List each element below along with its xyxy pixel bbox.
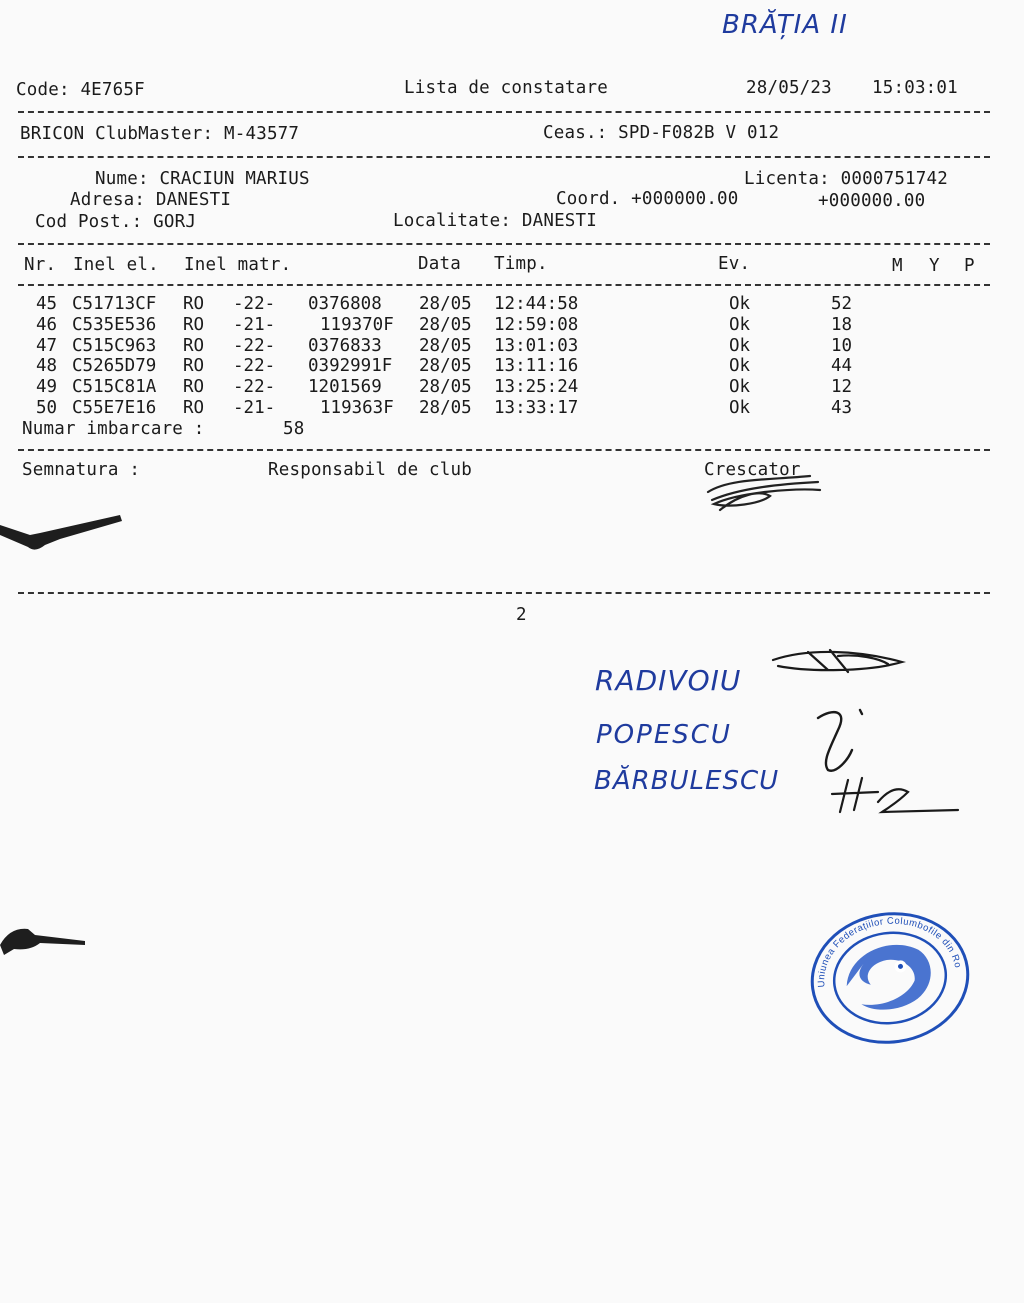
cell-nr: 48: [36, 356, 58, 376]
cell-matr: 0392991F: [308, 356, 393, 376]
postcode-field: [35, 212, 196, 232]
col-p: P: [964, 256, 975, 276]
cell-matr: 119370F: [320, 315, 394, 335]
print-date: 28/05/23: [746, 78, 832, 98]
cell-inel-el: C55E7E16: [72, 398, 157, 418]
address-value: DANESTI: [155, 190, 232, 210]
cell-year: -21-: [233, 315, 276, 335]
cell-timp: 13:11:16: [494, 356, 579, 376]
signature-label: Semnatura :: [22, 460, 141, 480]
clock-label: Ceas.:: [543, 123, 608, 143]
cell-timp: 13:25:24: [494, 377, 579, 397]
cell-data: 28/05: [419, 336, 472, 356]
postcode-label: Cod Post.:: [35, 212, 143, 232]
clock-value: SPD-F082B V 012: [618, 123, 780, 143]
total-value: 58: [283, 419, 305, 439]
locality-value: DANESTI: [521, 211, 598, 231]
cell-timp: 12:44:58: [494, 294, 579, 314]
page-number: 2: [516, 605, 527, 625]
table-row: [0, 294, 1000, 314]
cell-country: RO: [183, 398, 205, 418]
coordinates-field: [556, 189, 739, 209]
cell-year: -22-: [233, 294, 276, 314]
cell-country: RO: [183, 294, 205, 314]
owner-name-field: [95, 169, 310, 189]
club-field: [20, 124, 299, 144]
table-row: [0, 377, 1000, 397]
coord-label: Coord.: [556, 189, 621, 209]
divider: [18, 284, 990, 286]
col-inel-matr: Inel matr.: [184, 255, 292, 275]
col-y: Y: [929, 256, 940, 276]
licence-field: [744, 169, 948, 189]
total-label: Numar imbarcare :: [22, 419, 205, 439]
cell-timp: 12:59:08: [494, 315, 579, 335]
cell-ev: Ok: [729, 377, 751, 397]
locality-field: [393, 211, 597, 231]
cell-nr: 50: [36, 398, 58, 418]
stamp-text: Uniunea Federațiilor Columbofile din România · Filiala Gorj: [791, 911, 964, 988]
table-row: [0, 356, 1000, 376]
cell-matr: 1201569: [308, 377, 382, 397]
cell-year: -22-: [233, 377, 276, 397]
cell-extra: 12: [831, 377, 853, 397]
col-m: M: [892, 256, 903, 276]
code-label: Code:: [16, 80, 70, 100]
table-row: [0, 398, 1000, 418]
cell-inel-el: C535E536: [72, 315, 157, 335]
divider: [18, 111, 990, 113]
signature-2: [808, 700, 878, 780]
cell-year: -22-: [233, 356, 276, 376]
club-stamp: [791, 908, 974, 1048]
address-field: [70, 190, 231, 210]
cell-inel-el: C5265D79: [72, 356, 157, 376]
cell-year: -21-: [233, 398, 276, 418]
cell-timp: 13:33:17: [494, 398, 579, 418]
cell-data: 28/05: [419, 294, 472, 314]
cell-extra: 44: [831, 356, 853, 376]
signer-name-2: POPESCU: [596, 720, 732, 750]
cell-ev: Ok: [729, 336, 751, 356]
cell-data: 28/05: [419, 398, 472, 418]
print-time: 15:03:01: [872, 78, 958, 98]
signature-3: [818, 772, 968, 822]
table-row: [0, 315, 1000, 335]
cell-country: RO: [183, 336, 205, 356]
cell-country: RO: [183, 356, 205, 376]
signer-name-3: BĂRBULESCU: [594, 766, 780, 796]
col-inel-el: Inel el.: [73, 255, 159, 275]
club-value: M-43577: [224, 124, 300, 144]
cell-data: 28/05: [419, 356, 472, 376]
licence-value: 0000751742: [840, 169, 948, 189]
code-field: [16, 80, 145, 100]
cell-data: 28/05: [419, 315, 472, 335]
cell-matr: 119363F: [320, 398, 394, 418]
cell-ev: Ok: [729, 398, 751, 418]
coord-1: +000000.00: [631, 189, 739, 209]
cell-country: RO: [183, 315, 205, 335]
divider: [18, 243, 990, 245]
divider: [18, 592, 990, 594]
cell-extra: 18: [831, 315, 853, 335]
breeder-signature: [700, 470, 830, 515]
address-label: Adresa:: [70, 190, 146, 210]
clip-shadow: [0, 915, 90, 960]
cell-extra: 43: [831, 398, 853, 418]
cell-matr: 0376833: [308, 336, 382, 356]
cell-year: -22-: [233, 336, 276, 356]
signer-name-1: RADIVOIU: [595, 664, 742, 697]
svg-text:Uniunea Federațiilor Columbofi: [792, 890, 964, 990]
cell-extra: 52: [831, 294, 853, 314]
cell-timp: 13:01:03: [494, 336, 579, 356]
signature-1: [768, 642, 908, 682]
clip-shadow: [0, 505, 130, 560]
cell-ev: Ok: [729, 315, 751, 335]
club-label: BRICON ClubMaster:: [20, 124, 214, 144]
cell-nr: 49: [36, 377, 58, 397]
document-title: Lista de constatare: [404, 78, 608, 98]
clock-field: [543, 123, 779, 143]
cell-extra: 10: [831, 336, 853, 356]
club-responsible-label: Responsabil de club: [268, 460, 472, 480]
table-row: [0, 336, 1000, 356]
cell-country: RO: [183, 377, 205, 397]
postcode-value: GORJ: [153, 212, 197, 232]
cell-nr: 47: [36, 336, 58, 356]
cell-ev: Ok: [729, 294, 751, 314]
cell-ev: Ok: [729, 356, 751, 376]
cell-nr: 46: [36, 315, 58, 335]
locality-label: Localitate:: [393, 211, 512, 231]
code-value: 4E765F: [80, 80, 145, 100]
cell-inel-el: C51713CF: [72, 294, 157, 314]
divider: [18, 449, 990, 451]
cell-nr: 45: [36, 294, 58, 314]
breeder-label: Crescator: [704, 460, 801, 480]
coord-2: +000000.00: [818, 191, 926, 211]
col-nr: Nr.: [24, 255, 57, 275]
col-timp: Timp.: [494, 254, 548, 274]
cell-inel-el: C515C81A: [72, 377, 157, 397]
cell-data: 28/05: [419, 377, 472, 397]
cell-matr: 0376808: [308, 294, 382, 314]
col-ev: Ev.: [718, 254, 751, 274]
cell-inel-el: C515C963: [72, 336, 157, 356]
owner-name: CRACIUN MARIUS: [159, 169, 310, 189]
licence-label: Licenta:: [744, 169, 830, 189]
owner-name-label: Nume:: [95, 169, 149, 189]
handwritten-note: BRĂȚIA II: [722, 10, 848, 40]
divider: [18, 156, 990, 158]
col-data: Data: [418, 254, 461, 274]
